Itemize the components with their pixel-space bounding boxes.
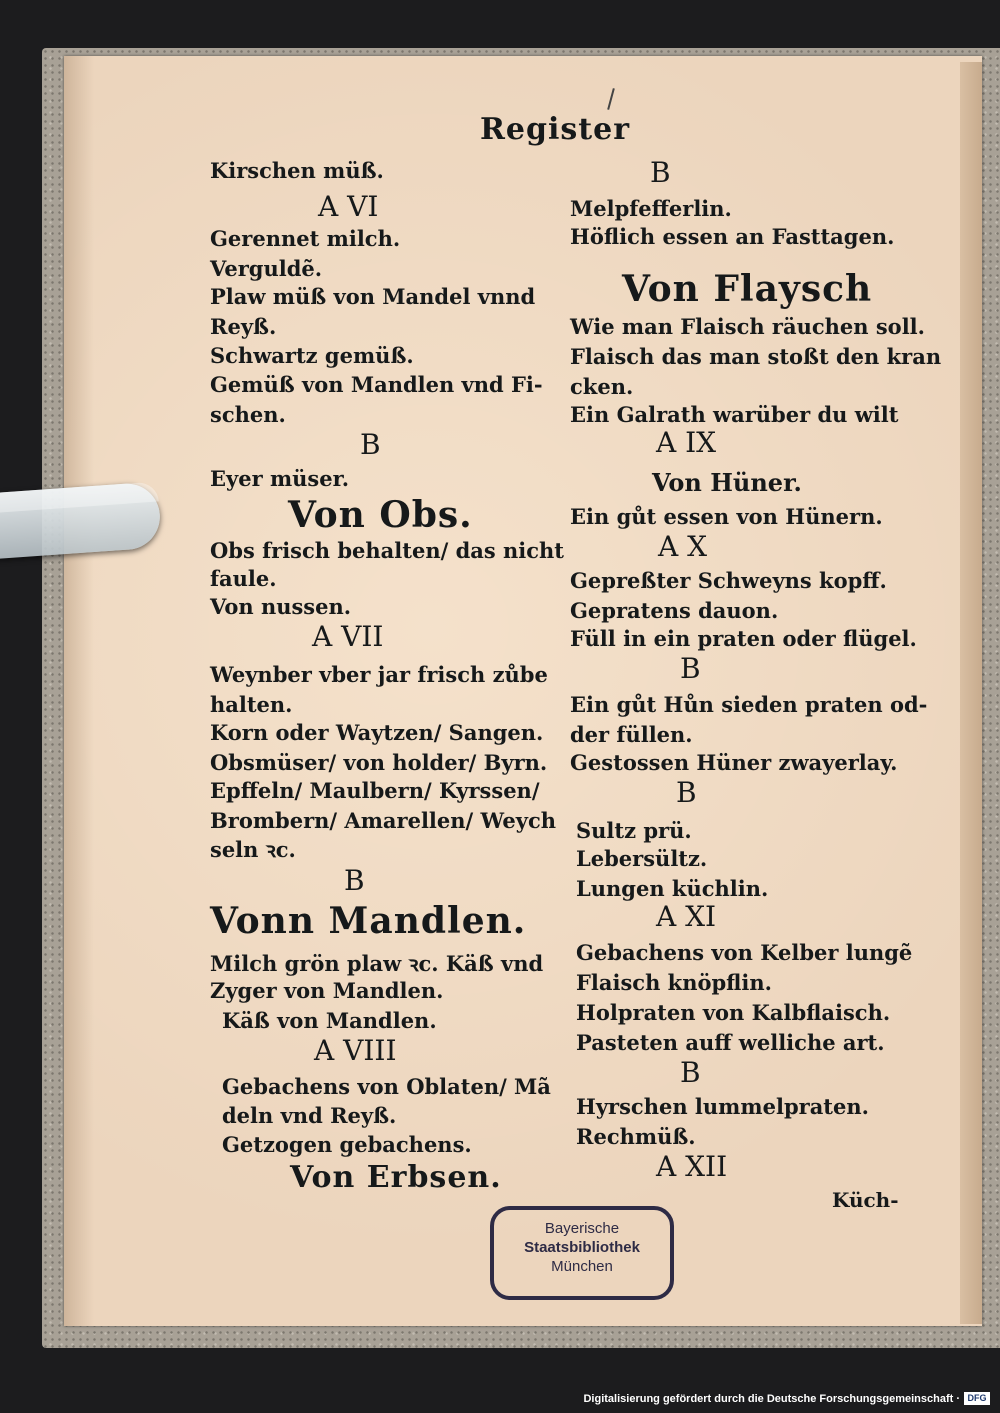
entry: Ein gůt Hůn sieden praten od-	[570, 692, 928, 717]
entry: Höflich essen an Fasttagen.	[570, 224, 895, 249]
entry: Flaisch knöpflin.	[576, 970, 772, 995]
entry: Gepratens dauon.	[570, 598, 779, 623]
entry: Kirschen müß.	[210, 158, 384, 183]
signature-mark: B	[676, 776, 697, 809]
entry: Sultz prü.	[576, 818, 692, 843]
entry: Milch grön plaw ꝛc. Käß vnd	[210, 951, 544, 976]
dfg-logo-icon: DFG	[964, 1392, 990, 1405]
signature-mark: A XII	[656, 1150, 728, 1183]
entry: seln ꝛc.	[210, 837, 296, 862]
entry: Von nussen.	[210, 594, 352, 619]
entry: Pasteten auff welliche art.	[576, 1030, 885, 1055]
signature-mark: A XI	[656, 900, 717, 933]
entry: Füll in ein praten oder flügel.	[570, 626, 917, 651]
entry: Lebersültz.	[576, 846, 708, 871]
entry: Gebachens von Oblaten/ Mã	[222, 1074, 551, 1099]
page-title: Register	[480, 112, 631, 147]
catchword: Küch-	[832, 1188, 899, 1212]
entry: Getzogen gebachens.	[222, 1132, 472, 1157]
entry: halten.	[210, 692, 293, 717]
entry: deln vnd Reyß.	[222, 1103, 397, 1128]
signature-mark: A IX	[656, 426, 717, 459]
entry: Ein Galrath warüber du wilt	[570, 402, 899, 427]
entry: Gestossen Hüner zwayerlay.	[570, 750, 898, 775]
entry: Rechmüß.	[576, 1124, 696, 1149]
entry: Eyer müser.	[210, 466, 350, 491]
entry: Lungen küchlin.	[576, 876, 769, 901]
entry: Hyrschen lummelpraten.	[576, 1094, 869, 1119]
entry: Ein gůt essen von Hünern.	[570, 504, 883, 529]
section-heading: Von Obs.	[288, 494, 473, 536]
signature-mark: A VIII	[314, 1034, 397, 1067]
signature-mark: B	[680, 1056, 701, 1089]
entry: Schwartz gemüß.	[210, 343, 414, 368]
entry: Brombern/ Amarellen/ Weych	[210, 808, 556, 833]
gutter-shadow	[64, 56, 94, 1326]
signature-mark: B	[360, 428, 381, 461]
entry: der füllen.	[570, 722, 693, 747]
stamp-line: Staatsbibliothek	[524, 1239, 640, 1256]
signature-mark: A VII	[312, 620, 384, 653]
stamp-line: München	[551, 1258, 613, 1275]
entry: Reyß.	[210, 314, 277, 339]
library-stamp	[490, 1206, 674, 1300]
entry: Gebachens von Kelber lungẽ	[576, 940, 913, 965]
section-heading: Von Erbsen.	[290, 1160, 502, 1195]
entry: Melpfefferlin.	[570, 196, 732, 221]
entry: Gemüß von Mandlen vnd Fi-	[210, 372, 543, 397]
section-heading: Von Flaysch	[622, 268, 873, 310]
entry: Käß von Mandlen.	[222, 1008, 437, 1033]
signature-mark: B	[344, 864, 365, 897]
entry: Von Hüner.	[652, 468, 802, 497]
entry: faule.	[210, 566, 277, 591]
entry: Verguldẽ.	[210, 256, 323, 281]
entry: Zyger von Mandlen.	[210, 978, 444, 1003]
entry: Plaw müß von Mandel vnnd	[210, 284, 536, 309]
entry: Obsmüser/ von holder/ Byrn.	[210, 750, 548, 775]
section-heading: Vonn Mandlen.	[210, 900, 527, 942]
entry: Obs frisch behalten/ das nicht	[210, 538, 565, 563]
digitization-credit: Digitalisierung gefördert durch die Deutsche Forschungsgemeinschaft ·	[583, 1393, 960, 1405]
entry: Wie man Flaisch räuchen soll.	[570, 314, 925, 339]
entry: Gepreßter Schweyns kopff.	[570, 568, 887, 593]
entry: Weynber vber jar frisch zůbe	[210, 662, 548, 687]
entry: cken.	[570, 374, 634, 399]
signature-mark: B	[680, 652, 701, 685]
entry: Holpraten von Kalbflaisch.	[576, 1000, 891, 1025]
signature-mark: B	[650, 156, 671, 189]
entry: Epffeln/ Maulbern/ Kyrssen/	[210, 778, 540, 803]
entry: Korn oder Waytzen/ Sangen.	[210, 720, 544, 745]
stamp-line: Bayerische	[544, 1220, 620, 1237]
entry: Gerennet milch.	[210, 226, 401, 251]
signature-mark: A X	[658, 530, 708, 563]
signature-mark: A VI	[318, 190, 379, 223]
entry: Flaisch das man stoßt den kran	[570, 344, 942, 369]
page-edge	[960, 62, 982, 1324]
entry: schen.	[210, 402, 286, 427]
